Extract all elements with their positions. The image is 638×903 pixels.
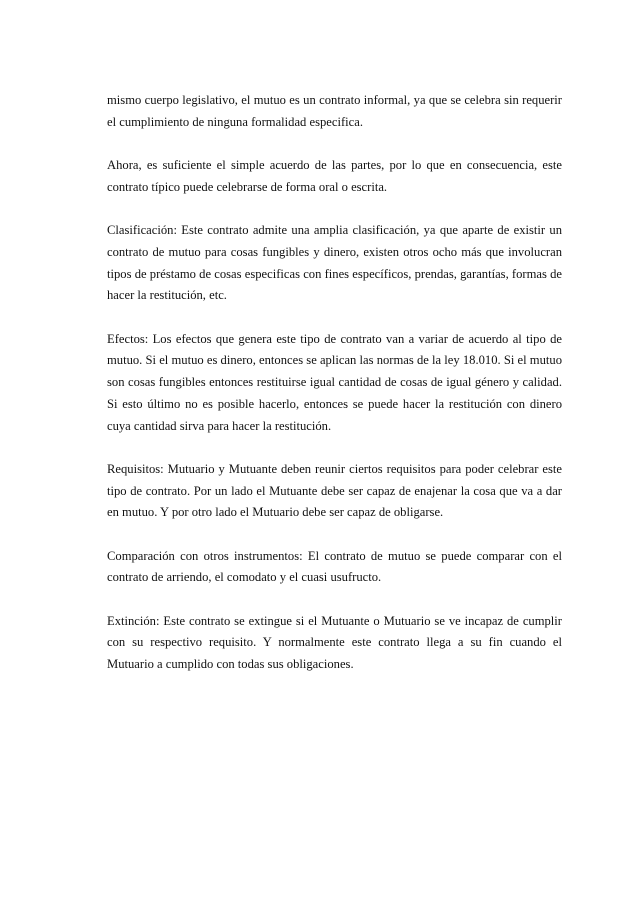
document-body <box>107 90 562 698</box>
paragraph-acuerdo-partes: Ahora, es suficiente el simple acuerdo de las partes, por lo que en consecuencia, este contrato típico puede celebrarse de forma oral o escrita. <box>107 158 562 194</box>
paragraph-efectos: Efectos: Los efectos que genera este tipo de contrato van a variar de acuerdo al tipo de mutuo. Si el mutuo es dinero, entonces se aplican las normas de la ley 18.010. Si el mutuo son cosas fungibles entonces restituirse igual cantidad de cosas de igual género y calidad. Si esto último no es posible hacerlo, entonces se puede hacer la restitución con dinero cuya cantidad sirva para hacer la restitución. <box>107 331 562 433</box>
paragraph-comparacion: Comparación con otros instrumentos: El contrato de mutuo se puede comparar con el contrato de arriendo, el comodato y el cuasi usufructo. <box>107 548 562 585</box>
paragraph-mutuo-informal: mismo cuerpo legislativo, el mutuo es un contrato informal, ya que se celebra sin requerir el cumplimiento de ninguna formalidad especifica. <box>107 93 562 129</box>
paragraph-requisitos: Requisitos: Mutuario y Mutuante deben reunir ciertos requisitos para poder celebrar este tipo de contrato. Por un lado el Mutuante debe ser capaz de enajenar la cosa que va a dar en mutuo. Y por otro lado el Mutuario debe ser capaz de obligarse. <box>107 461 562 520</box>
paragraph-clasificacion: Clasificación: Este contrato admite una amplia clasificación, ya que aparte de existir un contrato de mutuo para cosas fungibles y dinero, existen otros ocho más que involucran tipos de préstamo de cosas especificas con fines específicos, prendas, garantías, formas de hacer la restitución, etc. <box>107 223 562 303</box>
paragraph-extincion: Extinción: Este contrato se extingue si el Mutuante o Mutuario se ve incapaz de cumplir con su respectivo requisito. Y normalmente este contrato llega a su fin cuando el Mutuario a cumplido con todas sus obligaciones. <box>107 613 562 672</box>
